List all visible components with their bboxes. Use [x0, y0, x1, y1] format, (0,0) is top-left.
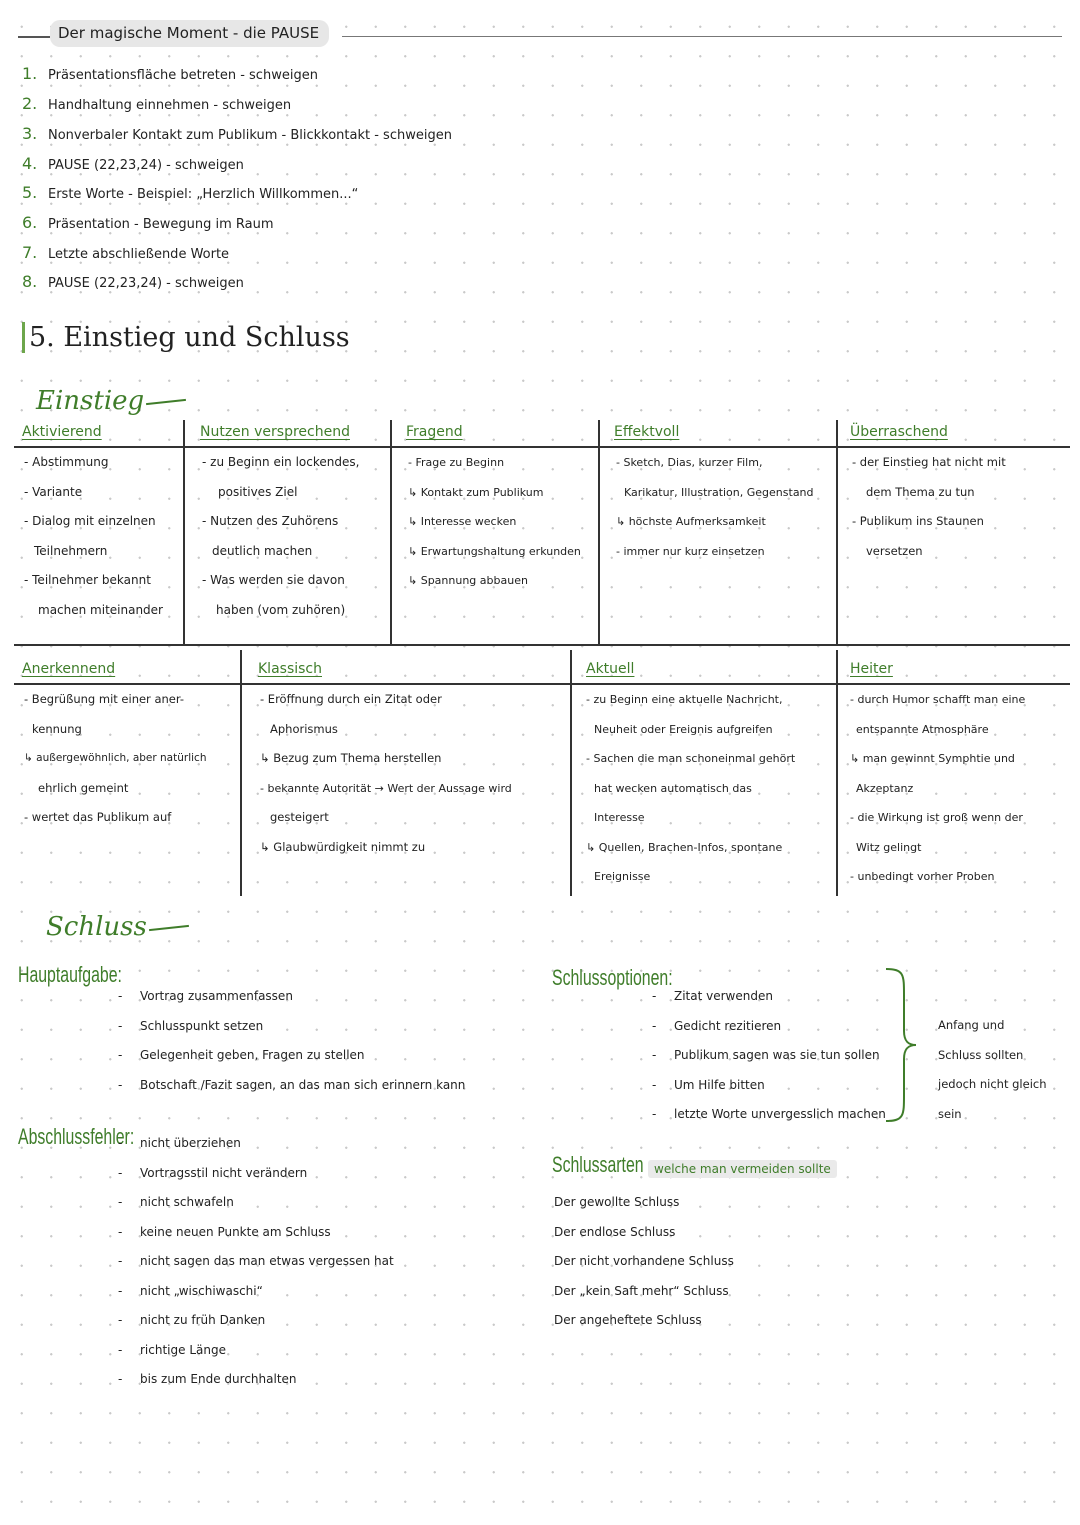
list-item: - letzte Worte unvergesslich machen — [674, 1100, 886, 1130]
list-item: Der endlose Schluss — [554, 1224, 676, 1239]
title-rule-left — [18, 36, 50, 38]
einstieg-heading: Einstieg — [36, 386, 186, 416]
section-title: 5. Einstieg und Schluss — [22, 322, 350, 353]
list-item: Der „kein Saft mehr“ Schluss — [554, 1283, 729, 1298]
col-body-nutzen: - zu Beginn ein lockendes, positives Ziel - Nutzen des Zuhörens deutlich machen - Was werden sie davon haben (vom zuhören) — [202, 455, 360, 617]
row1-divider — [598, 420, 600, 644]
hauptaufgabe-list — [140, 982, 465, 1100]
abschlussfehler-list — [140, 1129, 394, 1395]
step-item: 7. Letzte abschließende Worte — [22, 243, 230, 262]
step-item: 4. PAUSE (22,23,24) - schweigen — [22, 154, 244, 173]
list-item: - Vortrag zusammenfassen — [140, 982, 465, 1012]
col-head-anerkennend: Anerkennend — [22, 661, 116, 677]
list-item: - Schlusspunkt setzen — [140, 1012, 465, 1042]
col-head-nutzen: Nutzen versprechend — [200, 424, 350, 440]
schlussarten-list — [554, 1188, 734, 1336]
col-body-anerkennend: - Begrüßung mit einer aner- kennung ↳ außergewöhnlich, aber natürlich ehrlich gemeint - wertet das Publikum auf — [24, 692, 207, 824]
list-item: - bis zum Ende durchhalten — [140, 1365, 394, 1395]
col-head-ueberraschend: Überraschend — [850, 424, 948, 440]
hauptaufgabe-label: Hauptaufgabe: — [18, 962, 122, 987]
col-body-heiter: - durch Humor schafft man eine entspannte Atmosphäre ↳ man gewinnt Symphtie und Akzeptanz - die Wirkung ist groß wenn der Witz gelingt - unbedingt vorher Proben — [850, 693, 1026, 883]
list-item: - keine neuen Punkte am Schluss — [140, 1218, 394, 1248]
step-item: 5. Erste Worte - Beispiel: „Herzlich Willkommen...“ — [22, 183, 359, 202]
list-item: - nicht überziehen — [140, 1129, 394, 1159]
list-item: - nicht schwafeln — [140, 1188, 394, 1218]
list-item: Der angeheftete Schluss — [554, 1313, 702, 1327]
col-head-heiter: Heiter — [850, 661, 893, 677]
schluss-heading: Schluss — [46, 912, 189, 942]
list-item: - Vortragsstil nicht verändern — [140, 1159, 394, 1189]
abschlussfehler-label: Abschlussfehler: — [18, 1124, 135, 1149]
list-item: Der gewollte Schluss — [554, 1195, 680, 1209]
list-item: - nicht „wischiwaschi“ — [140, 1277, 394, 1307]
row1-divider — [183, 420, 185, 644]
list-item: - Um Hilfe bitten — [674, 1071, 886, 1101]
list-item: - Zitat verwenden — [674, 982, 886, 1012]
step-item: 2. Handhaltung einnehmen - schweigen — [22, 94, 292, 113]
list-item: - nicht zu früh Danken — [140, 1306, 394, 1336]
col-head-klassisch: Klassisch — [258, 661, 322, 677]
col-body-fragend: - Frage zu Beginn ↳ Kontakt zum Publikum ↳ Interesse wecken ↳ Erwartungshaltung erkunden ↳ Spannung abbauen — [408, 456, 581, 587]
row1-divider — [836, 420, 838, 644]
schlussarten-label: Schlussarten — [552, 1152, 644, 1177]
list-item: - nicht sagen das man etwas vergessen hat — [140, 1247, 394, 1277]
col-body-aktuell: - zu Beginn eine aktuelle Nachricht, Neuheit oder Ereignis aufgreifen - Sachen die man schoneinmal gehört hat wecken automatisch das Interesse ↳ Quellen, Brachen-Infos, spontane Ereignisse — [586, 693, 796, 883]
step-item: 8. PAUSE (22,23,24) - schweigen — [22, 272, 244, 291]
col-body-ueberraschend: - der Einstieg hat nicht mit dem Thema zu tun - Publikum ins Staunen versetzen — [852, 455, 1006, 558]
step-item: 3. Nonverbaler Kontakt zum Publikum - Blickkontakt - schweigen — [22, 124, 452, 143]
col-head-effektvoll: Effektvoll — [614, 424, 680, 440]
row1-bottom-rule — [14, 644, 1070, 646]
list-item: - richtige Länge — [140, 1336, 394, 1366]
curly-brace-icon — [882, 965, 922, 1125]
list-item: - Gedicht rezitieren — [674, 1012, 886, 1042]
step-item: 1. Präsentationsfläche betreten - schweigen — [22, 64, 318, 83]
title-rule-right — [342, 36, 1062, 37]
schlussarten-sublabel: welche man vermeiden sollte — [648, 1160, 837, 1178]
list-item: - Gelegenheit geben, Fragen zu stellen — [140, 1041, 465, 1071]
col-head-aktivierend: Aktivierend — [22, 424, 102, 440]
col-head-fragend: Fragend — [406, 424, 463, 440]
col-body-klassisch: - Eröffnung durch ein Zitat oder Aphorismus ↳ Bezug zum Thema herstellen - bekannte Autorität → Wert der Aussage wird gesteigert ↳ Glaubwürdigkeit nimmt zu — [260, 692, 512, 854]
row2-divider — [570, 650, 572, 896]
schlussoptionen-note: Anfang und Schluss sollten jedoch nicht gleich sein — [938, 1018, 1047, 1121]
list-item: - Botschaft /Fazit sagen, an das man sich erinnern kann — [140, 1071, 465, 1101]
row1-divider — [390, 420, 392, 644]
page-title: Der magische Moment - die PAUSE — [50, 20, 329, 47]
col-body-effektvoll: - Sketch, Dias, kurzer Film, Karikatur, Illustration, Gegenstand ↳ höchste Aufmerksamkeit - immer nur kurz einsetzen — [616, 456, 814, 558]
col-head-aktuell: Aktuell — [586, 661, 635, 677]
col-body-aktivierend: - Abstimmung - Variante - Dialog mit einzelnen Teilnehmern - Teilnehmer bekannt machen miteinander — [24, 455, 163, 617]
schlussoptionen-label: Schlussoptionen: — [552, 965, 673, 990]
list-item: Der nicht vorhandene Schluss — [554, 1254, 734, 1268]
list-item: - Publikum sagen was sie tun sollen — [674, 1041, 886, 1071]
row2-divider — [836, 650, 838, 896]
schlussoptionen-list — [674, 982, 886, 1130]
step-item: 6. Präsentation - Bewegung im Raum — [22, 213, 274, 232]
row2-divider — [240, 650, 242, 896]
